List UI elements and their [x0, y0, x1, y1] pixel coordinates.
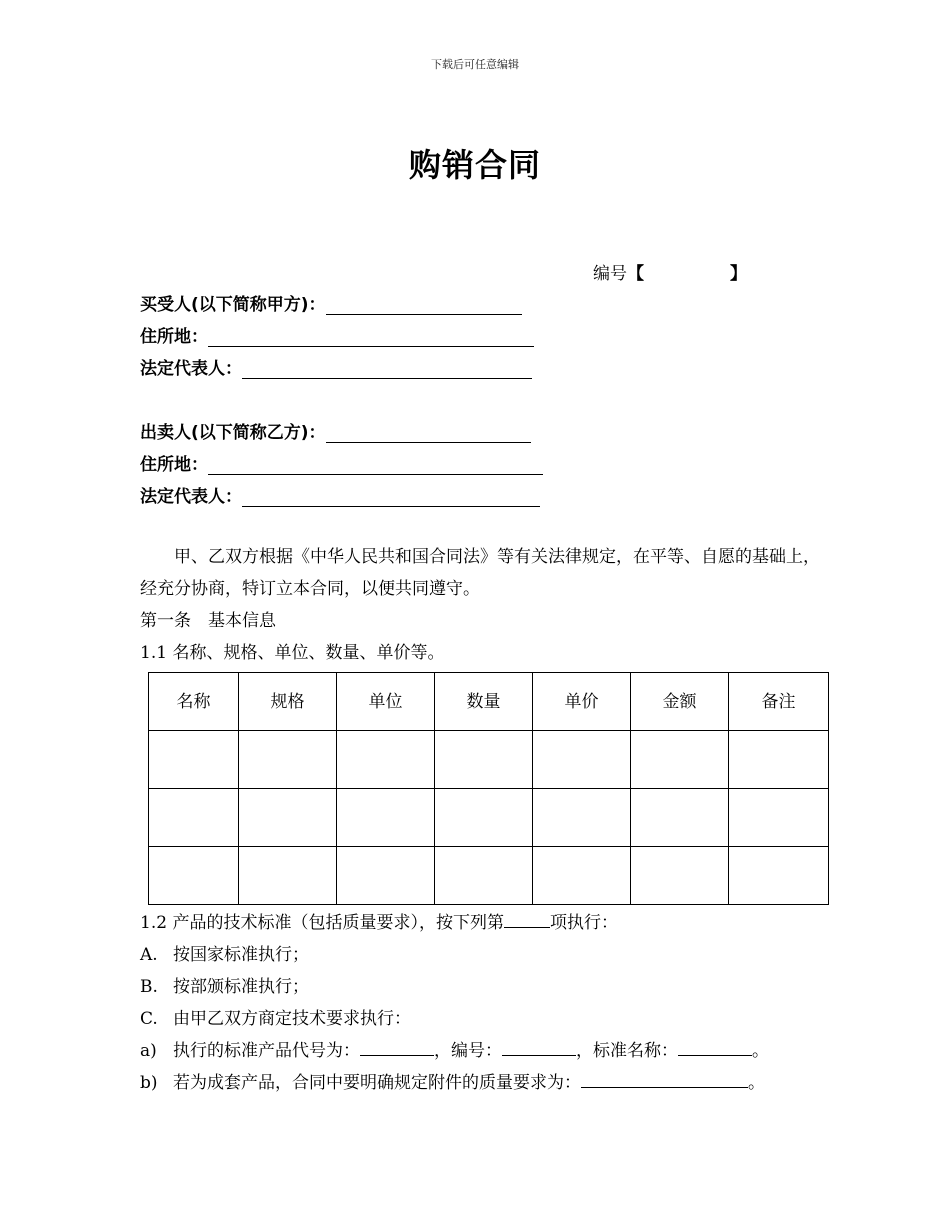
- sub-item-a-end: 。: [752, 1041, 769, 1061]
- accessory-quality-field[interactable]: [581, 1071, 748, 1088]
- table-header-row: [149, 673, 829, 731]
- option-a-text: 按国家标准执行；: [173, 945, 309, 965]
- option-b-label: B.: [140, 977, 158, 997]
- table-header-cell: 单位: [337, 673, 435, 731]
- table-cell[interactable]: [533, 731, 631, 789]
- buyer-rep-label: 法定代表人：: [140, 359, 242, 379]
- option-a-label: A.: [140, 945, 158, 965]
- item-1-2: [140, 907, 618, 939]
- goods-table: [148, 672, 829, 905]
- table-cell[interactable]: [533, 847, 631, 905]
- table-cell[interactable]: [435, 789, 533, 847]
- contract-number-label: 编号: [593, 264, 627, 284]
- buyer-name-row: [140, 290, 522, 315]
- table-row: [149, 731, 829, 789]
- standard-code-field[interactable]: [360, 1039, 434, 1056]
- preamble-paragraph: 甲、乙双方根据《中华人民共和国合同法》等有关法律规定，在平等、自愿的基础上，经充分协商，特订立本合同，以便共同遵守。: [140, 547, 820, 599]
- seller-rep-label: 法定代表人：: [140, 487, 242, 507]
- seller-name-row: [140, 418, 531, 443]
- seller-name-field[interactable]: [326, 424, 531, 443]
- sub-item-a-text-3: ，标准名称：: [576, 1041, 678, 1061]
- item-1-2-text: 1.2 产品的技术标准（包括质量要求），按下列第: [140, 913, 504, 933]
- table-cell[interactable]: [631, 789, 729, 847]
- sub-item-a: [140, 1035, 769, 1067]
- option-c-label: C.: [140, 1009, 158, 1029]
- table-cell[interactable]: [149, 847, 239, 905]
- table-cell[interactable]: [149, 731, 239, 789]
- table-row: [149, 847, 829, 905]
- contract-number-close-bracket: 】: [730, 264, 747, 284]
- sub-item-a-label: a): [140, 1041, 157, 1061]
- table-row: [149, 789, 829, 847]
- table-header-cell: 规格: [239, 673, 337, 731]
- option-c: [140, 1003, 411, 1035]
- table-cell[interactable]: [337, 847, 435, 905]
- table-cell[interactable]: [239, 789, 337, 847]
- table-header-cell: 名称: [149, 673, 239, 731]
- sub-item-b-end: 。: [748, 1073, 765, 1093]
- table-cell[interactable]: [239, 847, 337, 905]
- option-b-text: 按部颁标准执行；: [173, 977, 309, 997]
- buyer-address-label: 住所地：: [140, 327, 208, 347]
- sub-item-b-text: 若为成套产品，合同中要明确规定附件的质量要求为：: [173, 1073, 581, 1093]
- seller-rep-field[interactable]: [242, 488, 540, 507]
- buyer-name-field[interactable]: [326, 296, 522, 315]
- table-cell[interactable]: [337, 789, 435, 847]
- table-header-cell: 数量: [435, 673, 533, 731]
- seller-address-label: 住所地：: [140, 455, 208, 475]
- option-a: [140, 939, 309, 971]
- table-cell[interactable]: [533, 789, 631, 847]
- standard-number-field[interactable]: [502, 1039, 576, 1056]
- contract-number-open-bracket: 【: [627, 264, 644, 284]
- header-note: 下载后可任意编辑: [431, 58, 519, 71]
- document-title: 购销合同: [408, 146, 541, 184]
- table-header-cell: 金额: [631, 673, 729, 731]
- seller-rep-row: [140, 482, 540, 507]
- sub-item-a-text-1: 执行的标准产品代号为：: [173, 1041, 360, 1061]
- buyer-address-row: [140, 322, 534, 347]
- buyer-rep-row: [140, 354, 532, 379]
- table-header-cell: 备注: [729, 673, 829, 731]
- sub-item-a-text-2: ，编号：: [434, 1041, 502, 1061]
- table-cell[interactable]: [631, 731, 729, 789]
- article-1-heading: 第一条 基本信息: [140, 611, 276, 631]
- table-cell[interactable]: [729, 731, 829, 789]
- buyer-address-field[interactable]: [208, 328, 534, 347]
- seller-address-field[interactable]: [208, 456, 543, 475]
- table-header-cell: 单价: [533, 673, 631, 731]
- table-cell[interactable]: [631, 847, 729, 905]
- sub-item-b-label: b): [140, 1073, 158, 1093]
- contract-number: [593, 259, 747, 284]
- buyer-rep-field[interactable]: [242, 360, 532, 379]
- item-1-1: 1.1 名称、规格、单位、数量、单价等。: [140, 643, 445, 663]
- table-cell[interactable]: [729, 847, 829, 905]
- seller-name-label: 出卖人(以下简称乙方)：: [140, 423, 326, 443]
- table-cell[interactable]: [239, 731, 337, 789]
- table-cell[interactable]: [435, 731, 533, 789]
- seller-address-row: [140, 450, 543, 475]
- sub-item-b: [140, 1067, 765, 1099]
- table-cell[interactable]: [337, 731, 435, 789]
- table-cell[interactable]: [149, 789, 239, 847]
- item-1-2-suffix: 项执行：: [549, 913, 618, 933]
- buyer-name-label: 买受人(以下简称甲方)：: [140, 295, 326, 315]
- option-c-text: 由甲乙双方商定技术要求执行：: [173, 1009, 411, 1029]
- item-1-2-blank[interactable]: [504, 911, 550, 928]
- standard-name-field[interactable]: [678, 1039, 752, 1056]
- table-cell[interactable]: [729, 789, 829, 847]
- table-cell[interactable]: [435, 847, 533, 905]
- option-b: [140, 971, 309, 1003]
